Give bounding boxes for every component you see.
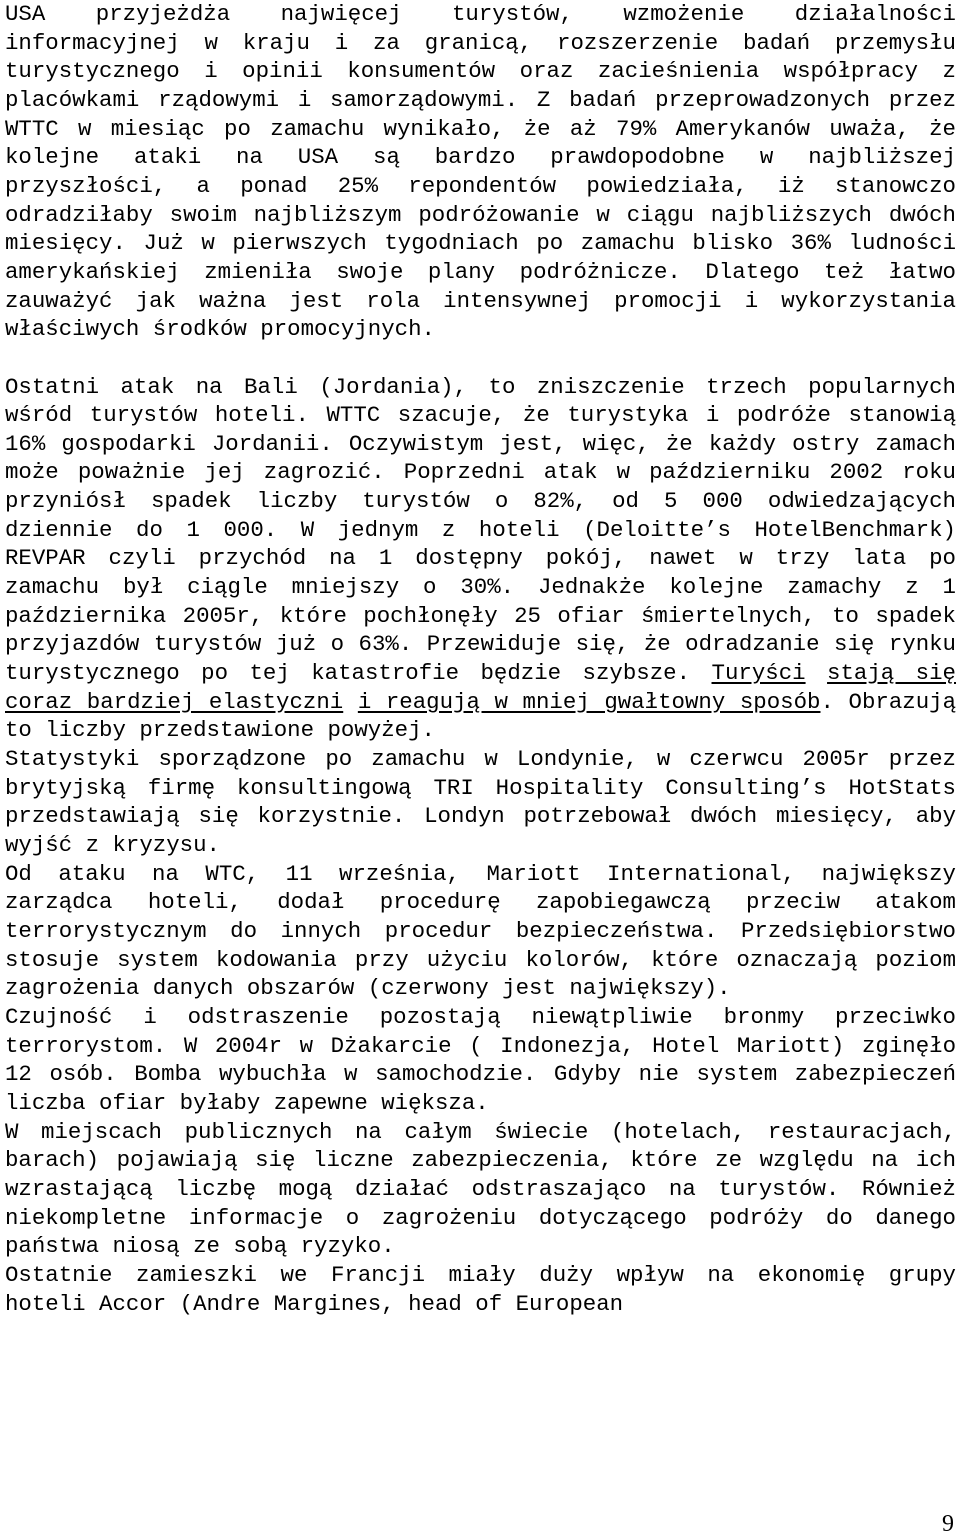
paragraph — [5, 1261, 956, 1318]
document-page — [5, 0, 956, 1318]
underlined-text: i reagują w mniej gwałtowny sposób — [357, 688, 821, 715]
paragraph-text: Statystyki sporządzone po zamachu w Londynie, w czerwcu 2005r przez brytyjską firmę konsultingową TRI Hospitality Consulting’s HotStats przedstawiają się korzystnie. Londyn potrzebował dwóch miesięcy, aby wyjść z kryzysu. — [5, 746, 956, 859]
paragraph-text: Ostatnie zamieszki we Francji miały duży wpływ na ekonomię grupy hoteli Accor (Andre Margines, head of European — [5, 1261, 956, 1317]
paragraph — [5, 745, 956, 860]
paragraph-text: Od ataku na WTC, 11 września, Mariott International, największy zarządca hoteli, dodał procedurę zapobiegawczą przeciw atakom terrorystycznym do innych procedur bezpieczeństwa. Przedsiębiorstwo stosuje system kodowania przy użyciu kolorów, które oznaczają poziom zagrożenia danych obszarów (czerwony jest największy). — [5, 860, 956, 1002]
page-number: 9 — [942, 1511, 954, 1537]
underlined-text: Turyści — [711, 660, 806, 687]
paragraph — [5, 1118, 956, 1261]
paragraph-text: Czujność i odstraszenie pozostają niewątpliwie bronmy przeciwko terrorystom. W 2004r w Dżakarcie ( Indonezja, Hotel Mariott) zginęło 12 osób. Bomba wybuchła w samochodzie. Gdyby nie system zabezpieczeń liczba ofiar byłaby zapewne większa. — [5, 1003, 956, 1116]
paragraph — [5, 0, 956, 344]
paragraph — [5, 1003, 956, 1118]
paragraph — [5, 860, 956, 1003]
paragraph-text: Ostatni atak na Bali (Jordania), to zniszczenie trzech popularnych wśród turystów hoteli. WTTC szacuje, że turystyka i podróże stanowią 16% gospodarki Jordanii. Oczywistym jest, więc, że każdy ostry zamach może poważnie jej zagrozić. Poprzedni atak w październiku 2002 roku przyniósł spadek liczby turystów o 82%, od 5 000 odwiedzających dziennie do 1 000. W jednym z hoteli (Deloitte’s HotelBenchmark) REVPAR czyli przychód na 1 dostępny pokój, nawet w trzy lata po zamachu był ciągle mniejszy o 30%. Jednakże kolejne zamachy z 1 października 2005r, które pochłonęły 25 ofiar śmiertelnych, to spadek przyjazdów turystów już o 63%. Przewiduje się, że odradzanie się rynku turystycznego po tej katastrofie będzie szybsze. — [5, 373, 956, 687]
paragraph-text — [806, 660, 827, 686]
paragraph-text — [343, 689, 358, 715]
paragraph — [5, 373, 956, 746]
paragraph-text: . Obrazują to liczby przedstawione powyżej. — [5, 688, 957, 744]
underlined-text: stają się coraz bardziej elastyczni — [5, 660, 956, 715]
paragraph-text: W miejscach publicznych na całym świecie (hotelach, restauracjach, barach) pojawiają się liczne zabezpieczenia, które ze względu na ich wzrastającą liczbę mogą działać odstraszająco na turystów. Również niekompletne informacje o zagrożeniu dotyczącego podróży do danego państwa niosą ze sobą ryzyko. — [5, 1118, 956, 1260]
paragraph-text: USA przyjeżdża najwięcej turystów, wzmożenie działalności informacyjnej w kraju i za granicą, rozszerzenie badań przemysłu turystycznego i opinii konsumentów oraz zacieśnienia współpracy z placówkami rządowymi i samorządowymi. Z badań przeprowadzonych przez WTTC w miesiąc po zamachu wynikało, że aż 79% Amerykanów uważa, że kolejne ataki na USA są bardzo prawdopodobne w najbliższej przyszłości, a ponad 25% repondentów powiedziała, iż stanowczo odradziłaby swoim najbliższym podróżowanie w ciągu najbliższych dwóch miesięcy. Już w pierwszych tygodniach po zamachu blisko 36% ludności amerykańskiej zmieniła swoje plany podróżnicze. Dlatego też łatwo zauważyć jak ważna jest rola intensywnej promocji i wykorzystania właściwych środków promocyjnych. — [5, 1, 956, 343]
